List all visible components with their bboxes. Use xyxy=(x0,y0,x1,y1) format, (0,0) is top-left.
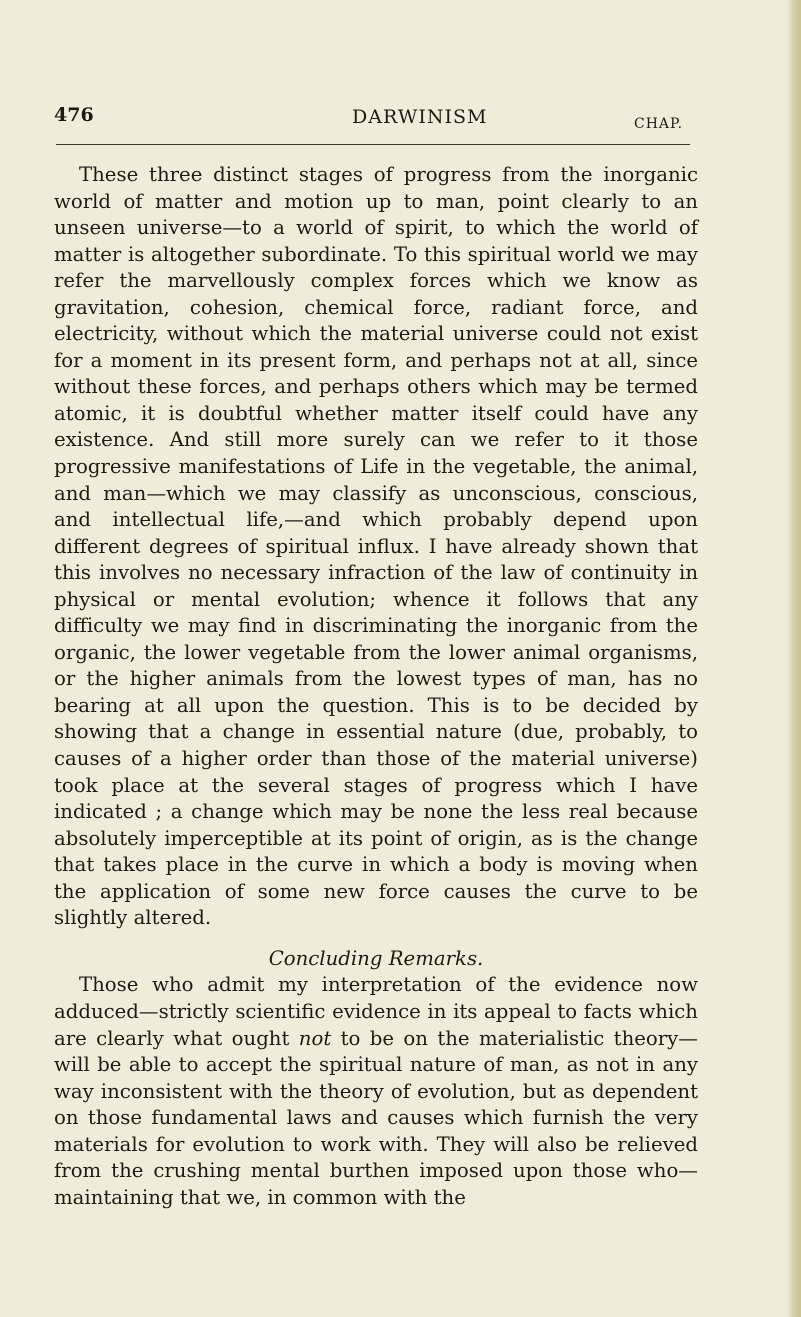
paragraph-text: to be on the materialistic theory—will be able to accept the spiritual nature of man, as not in any way inconsistent with the theory of evolution, but as dependent on those fundamental laws and causes which furnish the very materials for evolution to work with. They will also be relieved from the crushing mental burthen imposed upon those who—maintaining that we, in common with the xyxy=(54,1026,698,1209)
page-number: 476 xyxy=(54,104,94,126)
page-header xyxy=(54,104,744,144)
running-head: DARWINISM xyxy=(352,106,488,128)
emphasis-text: not xyxy=(298,1026,332,1050)
page-edge xyxy=(787,0,801,1317)
paragraph xyxy=(54,972,698,1211)
chapter-label: CHAP. xyxy=(634,116,684,132)
paragraph-text: Those who admit my interpretation of the evidence now adduced—strictly scientific evidence in its appeal to facts which are clearly what ought xyxy=(54,973,698,1050)
header-rule xyxy=(56,144,690,145)
section-heading: Concluding Remarks. xyxy=(268,946,484,970)
body-text xyxy=(54,162,698,1211)
paragraph: These three distinct stages of progress from the inorganic world of matter and motion up to man, point clearly to an unseen universe—to a world of spirit, to which the world of matter is altogether subordinate. To this spiritual world we may refer the marvellously complex forces which we know as gravitation, cohesion, chemical force, radiant force, and electricity, without which the material universe could not exist for a moment in its present form, and perhaps not at all, since without these forces, and perhaps others which may be termed atomic, it is doubtful whether matter itself could have any existence. And still more surely can we refer to it those progressive manifestations of Life in the vegetable, the animal, and man—which we may classify as unconscious, conscious, and intellectual life,—and which probably depend upon different degrees of spiritual influx. I have already shown that this involves no necessary infraction of the law of continuity in physical or mental evolution; whence it follows that any difficulty we may find in discriminating the inorganic from the organic, the lower vegetable from the lower animal organisms, or the higher animals from the lowest types of man, has no bearing at all upon the question. This is to be decided by showing that a change in essential nature (due, probably, to causes of a higher order than those of the material universe) took place at the several stages of progress which I have indicated ; a change which may be none the less real because absolutely imperceptible at its point of origin, as is the change that takes place in the curve in which a body is moving when the application of some new force causes the curve to be slightly altered. xyxy=(54,163,698,930)
